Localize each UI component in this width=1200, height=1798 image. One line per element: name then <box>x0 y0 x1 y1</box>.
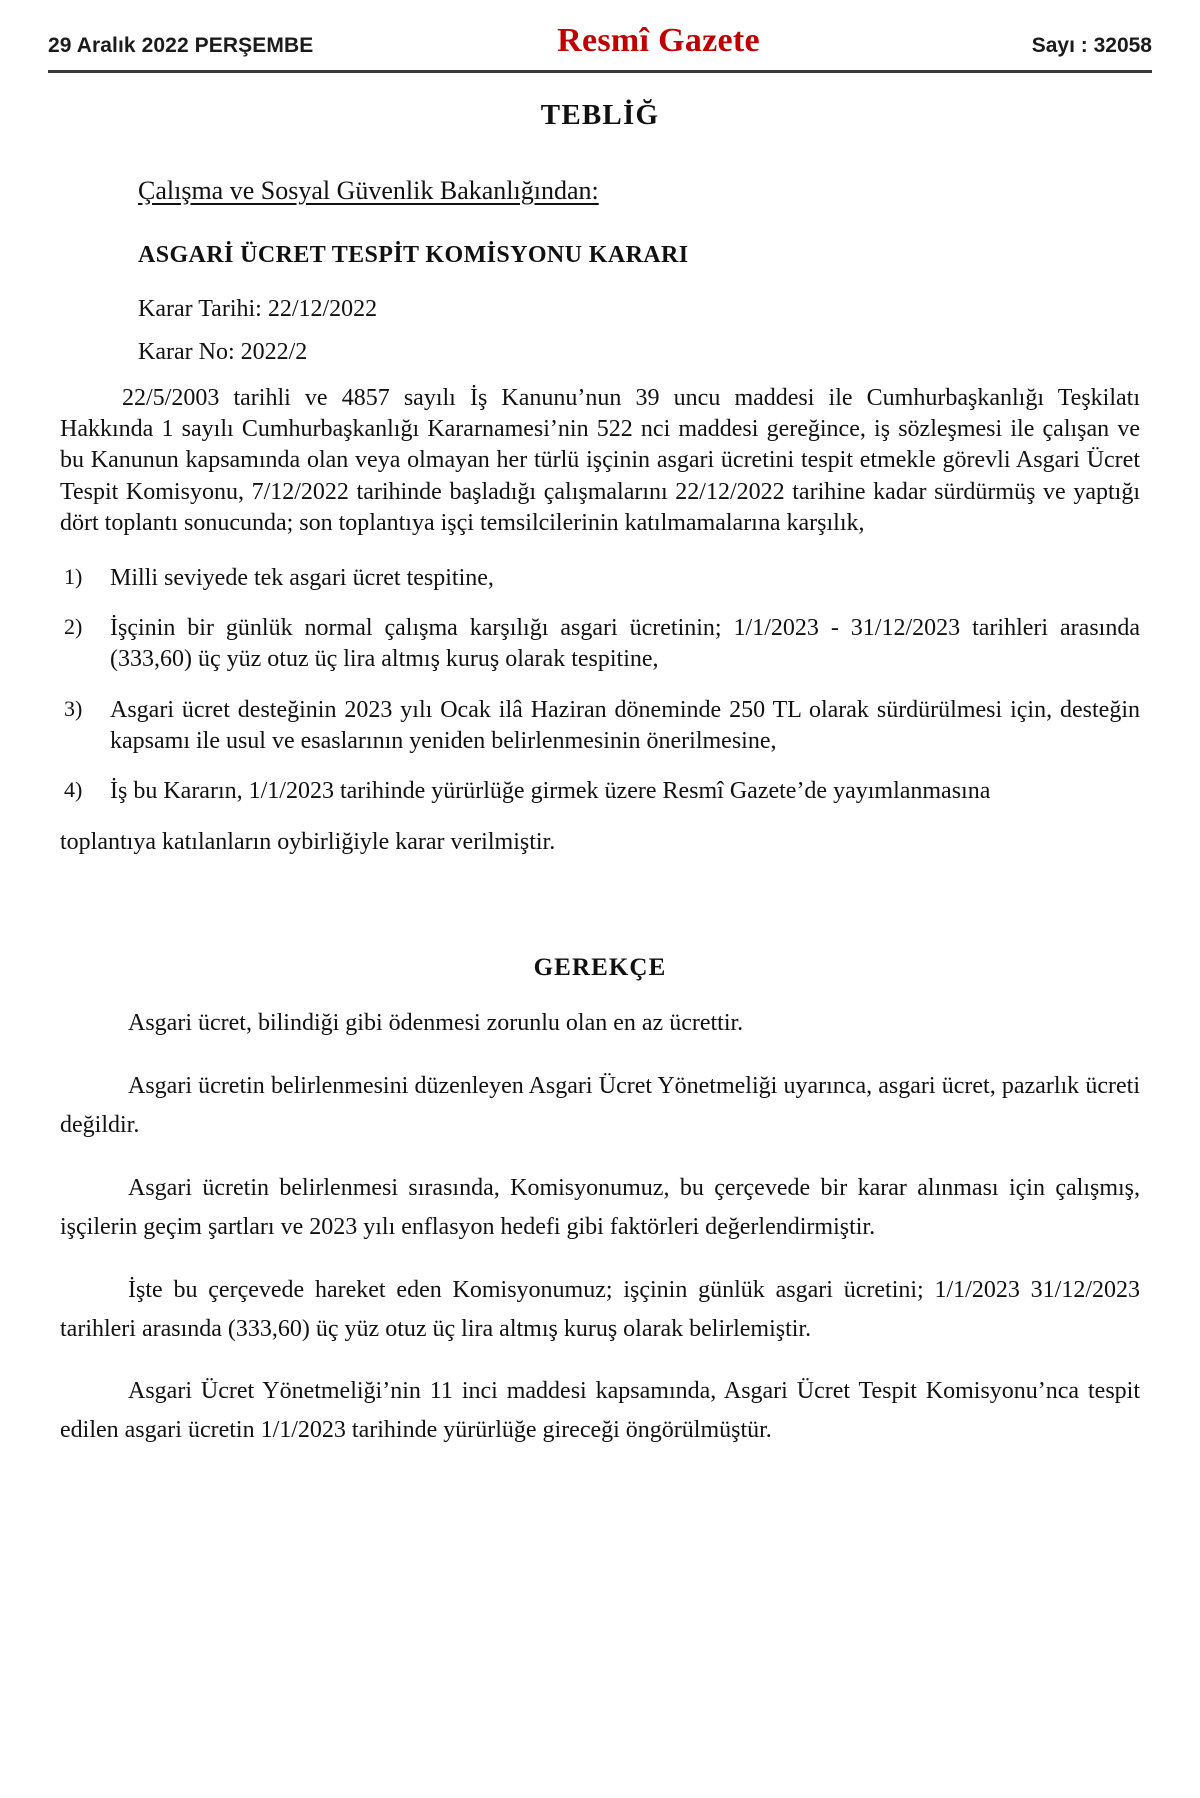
issuing-ministry: Çalışma ve Sosyal Güvenlik Bakanlığından: <box>138 176 599 205</box>
document-body <box>0 99 1200 1450</box>
masthead-divider <box>48 70 1152 73</box>
document-type-heading: TEBLİĞ <box>540 99 660 131</box>
list-item-marker: 4) <box>64 776 83 802</box>
preamble-paragraph: 22/5/2003 tarihli ve 4857 sayılı İş Kanunu’nun 39 uncu maddesi ile Cumhurbaşkanlığı Teşkilatı Hakkında 1 sayılı Cumhurbaşkanlığı Kararnamesi’nin 522 nci maddesi gereğince, iş sözleşmesi ile çalışan ve bu Kanunun kapsamında olan veya olmayan her türlü işçinin asgari ücretini tespit etmekle görevli Asgari Ücret Tespit Komisyonu, 7/12/2022 tarihinde başladığı çalışmalarını 22/12/2022 tarihine kadar sürdürmüş ve yaptığı dört toplantı sonucunda; son toplantıya işçi temsilcilerinin katılmamalarına karşılık, <box>60 385 1140 536</box>
rationale-paragraph: İşte bu çerçevede hareket eden Komisyonumuz; işçinin günlük asgari ücretini; 1/1/2023 31/12/2023 tarihleri arasında (333,60) üç yüz otuz üç lira altmış kuruş olarak belirlemiştir. <box>60 1276 1140 1342</box>
list-item-marker: 3) <box>64 695 83 721</box>
decision-title: ASGARİ ÜCRET TESPİT KOMİSYONU KARARI <box>138 242 689 268</box>
list-item <box>60 695 1140 757</box>
list-item <box>60 563 1140 594</box>
ministry-line-wrapper <box>60 132 1140 206</box>
rationale-paragraph: Asgari Ücret Yönetmeliği’nin 11 inci maddesi kapsamında, Asgari Ücret Tespit Komisyonu’nca tespit edilen asgari ücretin 1/1/2023 tarihinde yürürlüğe gireceği öngörülmüştür. <box>60 1378 1140 1444</box>
decision-number: Karar No: 2022/2 <box>138 339 308 365</box>
list-item-text: İş bu Kararın, 1/1/2023 tarihinde yürürlüğe girmek üzere Resmî Gazete’de yayımlanmasına <box>110 777 991 804</box>
list-item-text: İşçinin bir günlük normal çalışma karşılığı asgari ücretinin; 1/1/2023 - 31/12/2023 tarihleri arasında (333,60) üç yüz otuz üç lira altmış kuruş olarak tespitine, <box>110 615 1140 673</box>
masthead-date: 29 Aralık 2022 PERŞEMBE <box>48 34 314 57</box>
list-item <box>60 613 1140 675</box>
masthead-issue-number: Sayı : 32058 <box>1031 34 1152 57</box>
list-item <box>60 776 1140 807</box>
list-item-text: Asgari ücret desteğinin 2023 yılı Ocak ilâ Haziran döneminde 250 TL olarak sürdürülmesi için, desteğin kapsamı ile usul ve esaslarının yeniden belirlenmesinin önerilmesine, <box>110 696 1140 754</box>
masthead <box>0 0 1200 60</box>
closing-statement: toplantıya katılanların oybirliğiyle karar verilmiştir. <box>60 829 556 856</box>
decision-date: Karar Tarihi: 22/12/2022 <box>138 296 378 322</box>
rationale-heading: GEREKÇE <box>533 954 667 982</box>
list-item-text: Milli seviyede tek asgari ücret tespitine, <box>110 564 494 591</box>
rationale-paragraph: Asgari ücretin belirlenmesini düzenleyen Asgari Ücret Yönetmeliği uyarınca, asgari ücret, pazarlık ücreti değildir. <box>60 1073 1140 1138</box>
rationale-paragraph: Asgari ücret, bilindiği gibi ödenmesi zorunlu olan en az ücrettir. <box>128 1010 744 1037</box>
decision-items-list <box>60 563 1140 807</box>
list-item-marker: 2) <box>64 614 83 640</box>
list-item-marker: 1) <box>64 563 83 589</box>
rationale-paragraph: Asgari ücretin belirlenmesi sırasında, Komisyonumuz, bu çerçevede bir karar alınması için çalışmış, işçilerin geçim şartları ve 2023 yılı enflasyon hedefi gibi faktörleri değerlendirmiştir. <box>60 1174 1140 1240</box>
masthead-title: Resmî Gazete <box>557 22 760 59</box>
